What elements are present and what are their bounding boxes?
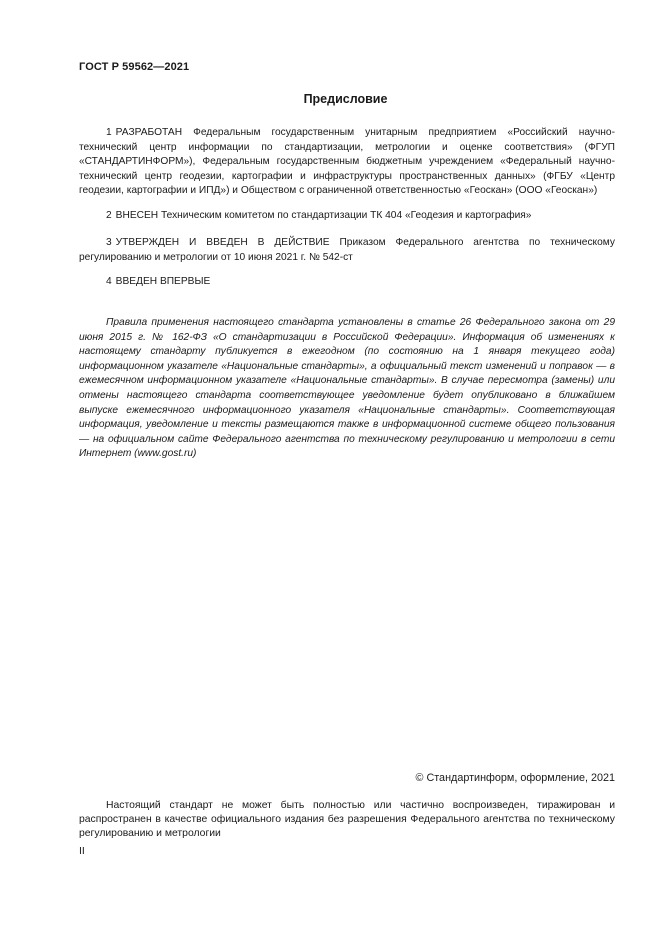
- item-number: 3: [106, 237, 112, 248]
- page-title: Предисловие: [303, 92, 388, 106]
- item-text: Приказом Федерального агентства по техническому регулированию и метрологии от 10 июня 2021 г. № 542-ст: [79, 237, 615, 263]
- item-lead: ВВЕДЕН ВПЕРВЫЕ: [115, 276, 211, 287]
- item-text: Федеральным государственным унитарным предприятием «Российский научно-технический центр информации по стандартизации, метрологии и оценке соответствия» (ФГУП «СТАНДАРТИНФОРМ»), Федеральным государственным бюджетным учреждением «Федеральный научно-технический центр геодезии, картографии и инфраструктуры пространственных данных» (ФГБУ «Центр геодезии, картографии и ИПД») и Обществом с ограниченной ответственностью «Геоскан» (ООО «Геоскан»): [79, 127, 615, 197]
- standard-code: ГОСТ Р 59562—2021: [79, 61, 190, 73]
- copyright-line: © Стандартинформ, оформление, 2021: [415, 772, 615, 784]
- item-number: 1: [106, 127, 112, 138]
- reproduction-text: Настоящий стандарт не может быть полностью или частично воспроизведен, тиражирован и распространен в качестве официального издания без разрешения Федерального агентства по техническому регулированию и метрологии: [79, 800, 615, 839]
- page-number: II: [79, 845, 85, 857]
- item-text: Техническим комитетом по стандартизации ТК 404 «Геодезия и картография»: [158, 210, 532, 221]
- item-number: 2: [106, 210, 112, 221]
- foreword-item-1: [79, 126, 615, 199]
- foreword-item-2: [79, 209, 615, 224]
- foreword-item-3: [79, 236, 615, 265]
- foreword-item-4: [79, 275, 615, 290]
- item-lead: ВНЕСЕН: [115, 210, 159, 221]
- notice-text: Правила применения настоящего стандарта установлены в статье 26 Федерального закона от 29 июня 2015 г. № 162-ФЗ «О стандартизации в Российской Федерации». Информация об изменениях к настоящему стандарту публикуется в ежегодном (по состоянию на 1 января текущего года) информационном указателе «Национальные стандарты», а официальный текст изменений и поправок — в ежемесячном информационном указателе «Национальные стандарты». В случае пересмотра (замены) или отмены настоящего стандарта соответствующее уведомление будет опубликовано в ближайшем выпуске ежемесячного информационного указателя «Национальные стандарты». Соответствующая информация, уведомление и тексты размещаются также в информационной системе общего пользования — на официальном сайте Федерального агентства по техническому регулированию и метрологии в сети Интернет (www.gost.ru): [79, 317, 615, 460]
- item-lead: УТВЕРЖДЕН И ВВЕДЕН В ДЕЙСТВИЕ: [115, 237, 330, 248]
- reproduction-notice: [79, 799, 615, 841]
- standard-application-notice: [79, 316, 615, 462]
- item-number: 4: [106, 276, 112, 287]
- item-lead: РАЗРАБОТАН: [115, 127, 183, 138]
